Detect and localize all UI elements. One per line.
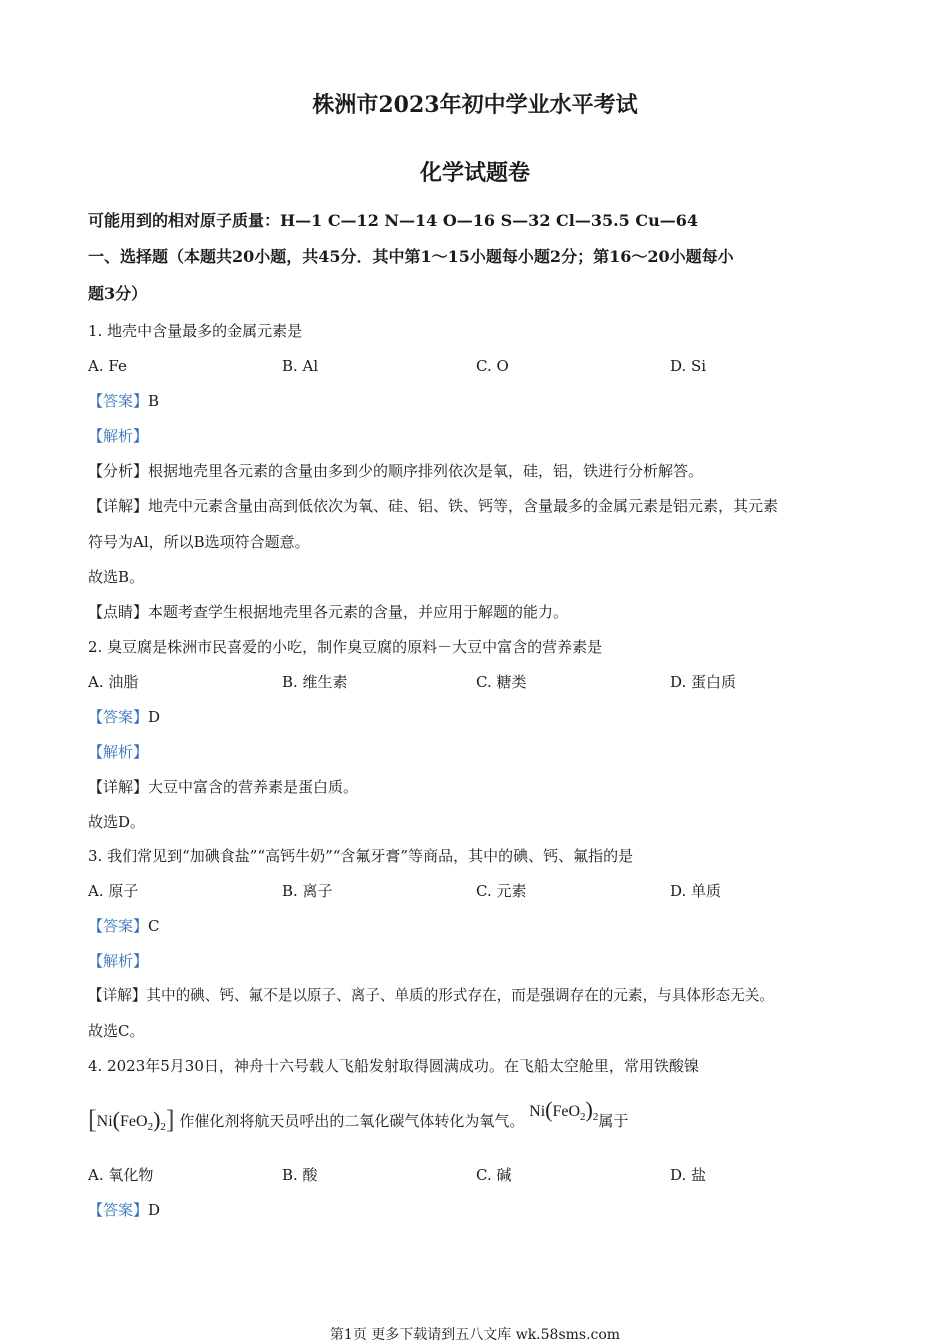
- q3-detail: [88, 986, 878, 1006]
- answer-tag: 【答案】: [88, 708, 149, 726]
- q1-breakdown: [88, 461, 878, 481]
- exam-title: 株洲市2023年初中学业水平考试: [312, 92, 638, 118]
- formula-inline: $Ni(FeO_2)_2$: [529, 1097, 599, 1123]
- q1-option-a: A. Fe: [88, 357, 127, 375]
- q1-detail-text: 地壳中元素含量由高到低依次为氧、硅、铝、铁、钙等，含量最多的金属元素是铝元素，其元素: [148, 497, 779, 515]
- q1-answer: [88, 391, 878, 411]
- q4-option-b: B. 酸: [282, 1166, 318, 1184]
- atomic-masses-line: 可能用到的相对原子质量：H—1 C—12 N—14 O—16 S—32 Cl—35.5 Cu—64: [88, 211, 699, 230]
- q1-detail-cont: 符号为Al，所以B选项符合题意。: [88, 533, 310, 551]
- q2-conclusion: 故选D。: [88, 813, 146, 831]
- q2-answer-value: D: [148, 708, 161, 726]
- q2-option-b: B. 维生素: [282, 673, 348, 691]
- detail-tag: 【详解】: [88, 778, 149, 796]
- breakdown-tag: 【分析】: [88, 462, 149, 480]
- q4-stem-mid: 作催化剂将航天员呼出的二氧化碳气体转化为氧气。: [179, 1112, 525, 1130]
- q2-option-a: A. 油脂: [88, 673, 139, 691]
- q3-option-d: D. 单质: [670, 882, 722, 900]
- q4-answer-value: D: [148, 1201, 161, 1219]
- analysis-tag: 【解析】: [88, 952, 149, 970]
- q1-analysis: [88, 426, 878, 446]
- section-heading: 一、选择题（本题共20小题，共45分．其中第1～15小题每小题2分；第16～20小题每小: [88, 247, 734, 266]
- q4-option-c: C. 碱: [476, 1166, 512, 1184]
- q1-option-b: B. Al: [282, 357, 319, 375]
- q2-detail-text: 大豆中富含的营养素是蛋白质。: [148, 778, 359, 796]
- q3-conclusion: 故选C。: [88, 1022, 145, 1040]
- exam-subtitle: 化学试题卷: [419, 160, 530, 186]
- q2-option-c: C. 糖类: [476, 673, 527, 691]
- detail-tag: 【详解】: [88, 987, 147, 1004]
- q1-stem: 1. 地壳中含量最多的金属元素是: [88, 322, 303, 340]
- q4-stem: 4. 2023年5月30日，神舟十六号载人飞船发射取得圆满成功。在飞船太空舱里，常用铁酸镍: [88, 1057, 699, 1075]
- answer-tag: 【答案】: [88, 917, 149, 935]
- q1-comment: [88, 602, 878, 622]
- section-heading-cont: 题3分）: [88, 284, 148, 303]
- comment-tag: 【点睛】: [88, 603, 149, 621]
- q1-comment-text: 本题考查学生根据地壳里各元素的含量，并应用于解题的能力。: [148, 603, 569, 621]
- answer-tag: 【答案】: [88, 392, 149, 410]
- q2-detail: [88, 777, 878, 797]
- page-footer: 第1页 更多下载请到五八文库 wk.58sms.com: [329, 1327, 621, 1343]
- q1-option-d: D. Si: [670, 357, 707, 375]
- q4-stem-end: 属于: [598, 1112, 629, 1130]
- q3-answer: [88, 916, 878, 936]
- q3-option-c: C. 元素: [476, 882, 527, 900]
- q4-option-a: A. 氧化物: [88, 1166, 154, 1184]
- q2-analysis: [88, 742, 878, 762]
- q4-stem-cont: [88, 1097, 878, 1134]
- q2-answer: [88, 707, 878, 727]
- q2-stem: 2. 臭豆腐是株洲市民喜爱的小吃，制作臭豆腐的原料－大豆中富含的营养素是: [88, 638, 603, 656]
- q3-stem: 3. 我们常见到“加碘食盐”“高钙牛奶”“含氟牙膏”等商品，其中的碘、钙、氟指的是: [88, 847, 634, 865]
- answer-tag: 【答案】: [88, 1201, 149, 1219]
- q4-option-d: D. 盐: [670, 1166, 707, 1184]
- q4-answer: [88, 1200, 878, 1220]
- q1-detail: [88, 496, 878, 516]
- analysis-tag: 【解析】: [88, 427, 149, 445]
- q1-conclusion: 故选B。: [88, 568, 145, 586]
- q2-option-d: D. 蛋白质: [670, 673, 737, 691]
- q3-option-a: A. 原子: [88, 882, 139, 900]
- q1-answer-value: B: [148, 392, 160, 410]
- detail-tag: 【详解】: [88, 497, 149, 515]
- q3-detail-text: 其中的碘、钙、氟不是以原子、离子、单质的形式存在，而是强调存在的元素，与具体形态无关。: [146, 987, 774, 1004]
- q3-answer-value: C: [148, 917, 160, 935]
- q3-analysis: [88, 951, 878, 971]
- q1-option-c: C. O: [476, 357, 509, 375]
- q3-option-b: B. 离子: [282, 882, 333, 900]
- analysis-tag: 【解析】: [88, 743, 149, 761]
- formula-bracketed: $[Ni(FeO_2)_2]$: [88, 1105, 175, 1134]
- q1-breakdown-text: 根据地壳里各元素的含量由多到少的顺序排列依次是氧，硅，铝，铁进行分析解答。: [148, 462, 704, 480]
